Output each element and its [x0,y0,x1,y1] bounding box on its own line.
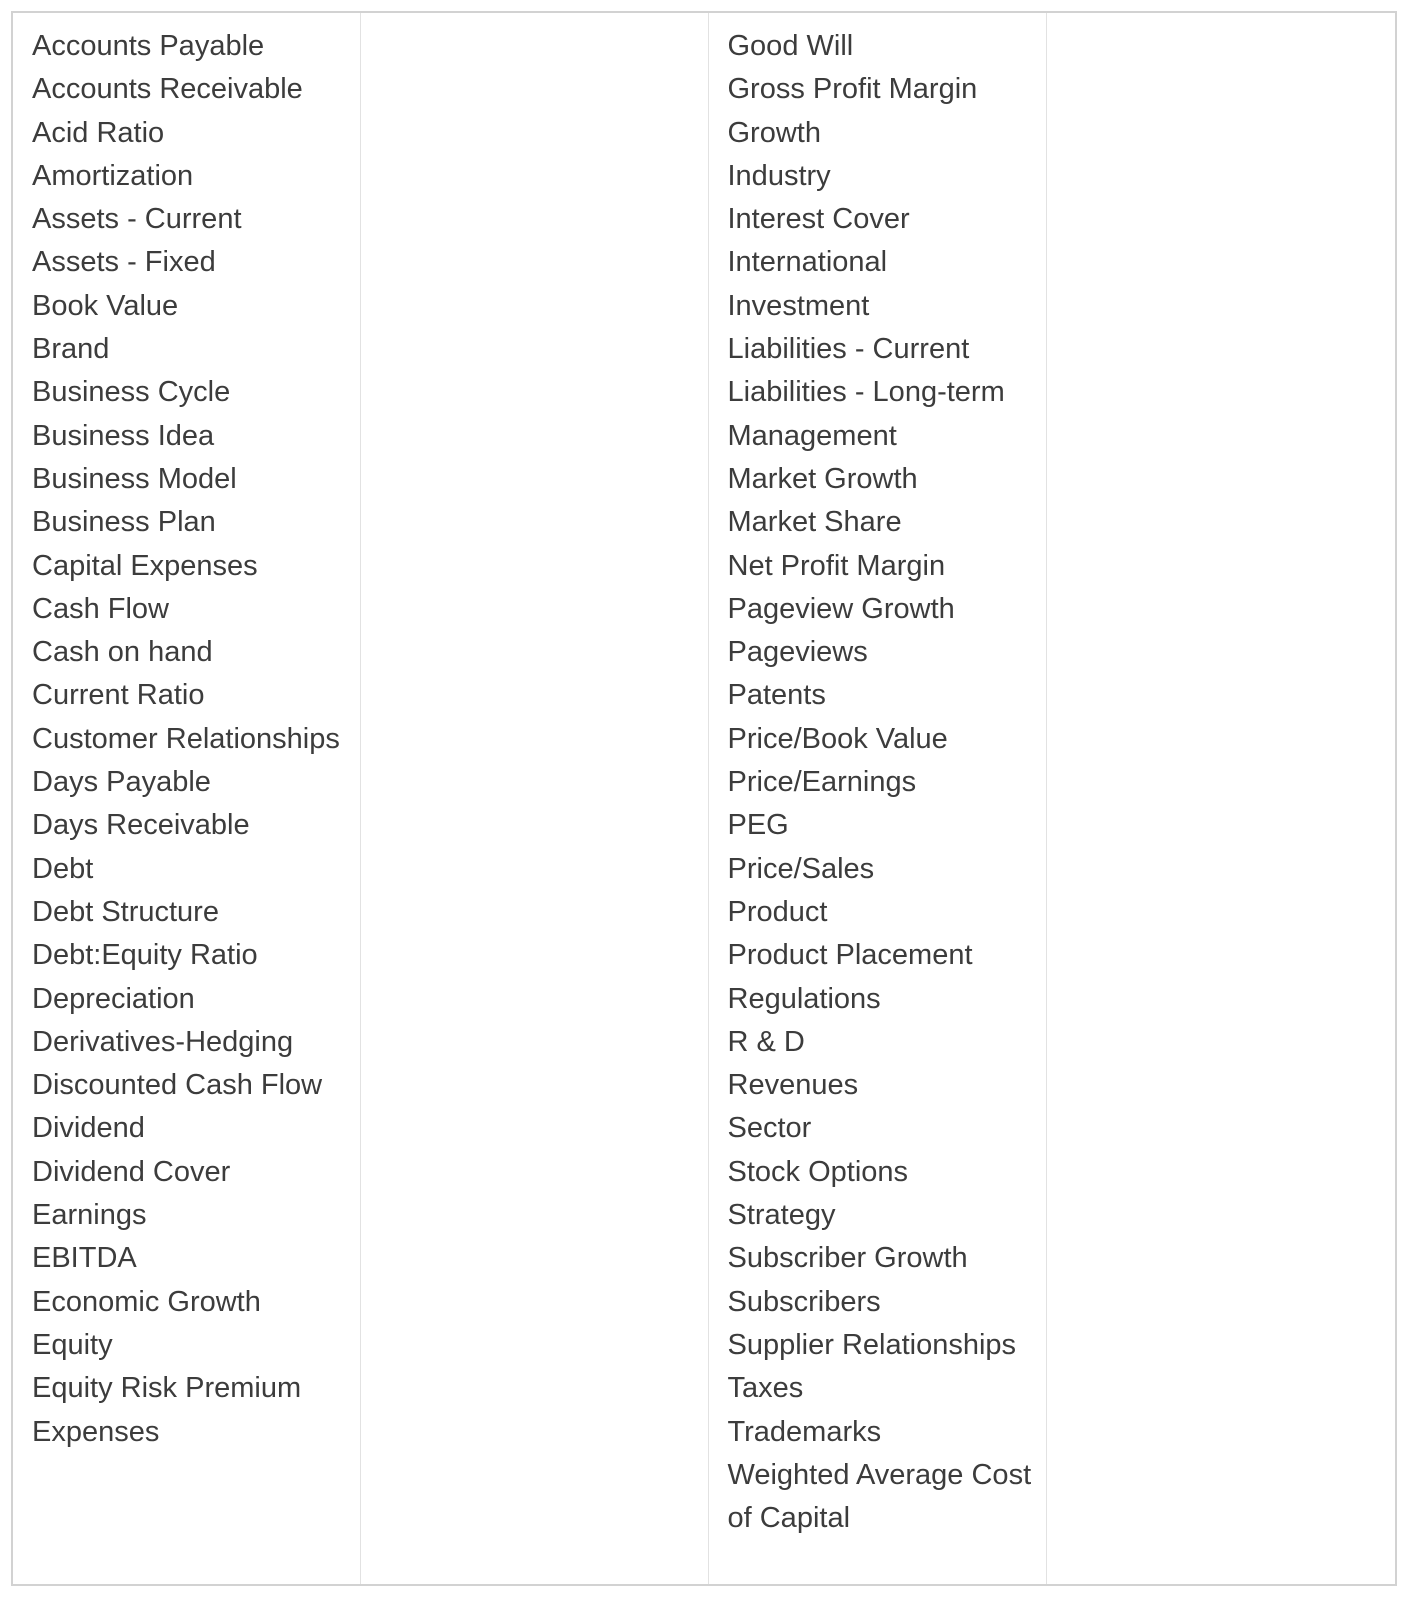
term: Cash Flow [32,592,169,625]
term: Sector [727,1112,812,1145]
term: Customer Relationships [32,722,340,755]
term: Liabilities - Long-term [727,376,1005,409]
term: Market Growth [727,462,918,495]
term: Depreciation [32,982,195,1015]
term: Product [727,895,828,928]
term: Price/Earnings [727,766,917,799]
term: Product Placement [727,939,973,972]
term: Equity Risk Premium [32,1372,302,1405]
term: Taxes [727,1372,804,1405]
term: Capital Expenses [32,549,258,582]
empty-column-right [1046,12,1396,1585]
term: Discounted Cash Flow [32,1069,323,1102]
term: Good Will [727,30,854,62]
term: Stock Options [727,1155,909,1188]
term: Revenues [727,1069,859,1102]
term: Pageview Growth [727,592,955,625]
term: Growth [727,116,821,149]
term: Gross Profit Margin [727,73,978,106]
terms-column-g-to-w [708,12,1046,1585]
term: Liabilities - Current [727,333,970,366]
term: Business Cycle [32,376,231,409]
term: Economic Growth [32,1285,261,1318]
term: International [727,246,888,279]
term: PEG [727,809,789,842]
term: Assets - Fixed [32,246,216,279]
term: Accounts Receivable [32,73,303,106]
term: Patents [727,679,826,712]
term: Weighted Average Cost of Capital [727,1458,1032,1535]
term: R & D [727,1025,805,1058]
term: Price/Sales [727,852,875,885]
table-row [12,12,1396,1585]
term: Book Value [32,289,179,322]
term: Debt [32,852,94,885]
term: Days Payable [32,766,211,799]
term: Earnings [32,1199,147,1232]
term: Supplier Relationships [727,1328,1017,1361]
term: Subscriber Growth [727,1242,968,1275]
term: Net Profit Margin [727,549,946,582]
term: Business Model [32,462,237,495]
term: Days Receivable [32,809,250,842]
term: Debt Structure [32,895,219,928]
term: Debt:Equity Ratio [32,939,258,972]
term: Interest Cover [727,203,910,236]
term: Regulations [727,982,881,1015]
term: Expenses [32,1415,160,1448]
term: Amortization [32,159,194,192]
term: Assets - Current [32,203,242,236]
term: Strategy [727,1199,836,1232]
terms-column-a-to-e [12,12,360,1585]
term: Current Ratio [32,679,205,712]
term: EBITDA [32,1242,137,1275]
term: Cash on hand [32,636,213,669]
glossary-terms-table [11,11,1397,1586]
term: Business Plan [32,506,216,539]
term: Investment [727,289,870,322]
term: Dividend Cover [32,1155,231,1188]
term: Brand [32,333,110,366]
term: Accounts Payable [32,30,265,62]
term: Derivatives-Hedging [32,1025,294,1058]
empty-column-left [360,12,708,1585]
term: Business Idea [32,419,215,452]
term: Pageviews [727,636,868,669]
term: Market Share [727,506,902,539]
term: Management [727,419,897,452]
term: Acid Ratio [32,116,165,149]
term: Subscribers [727,1285,881,1318]
term: Equity [32,1328,113,1361]
term: Price/Book Value [727,722,948,755]
term: Industry [727,159,831,192]
term: Trademarks [727,1415,882,1448]
term: Dividend [32,1112,145,1145]
